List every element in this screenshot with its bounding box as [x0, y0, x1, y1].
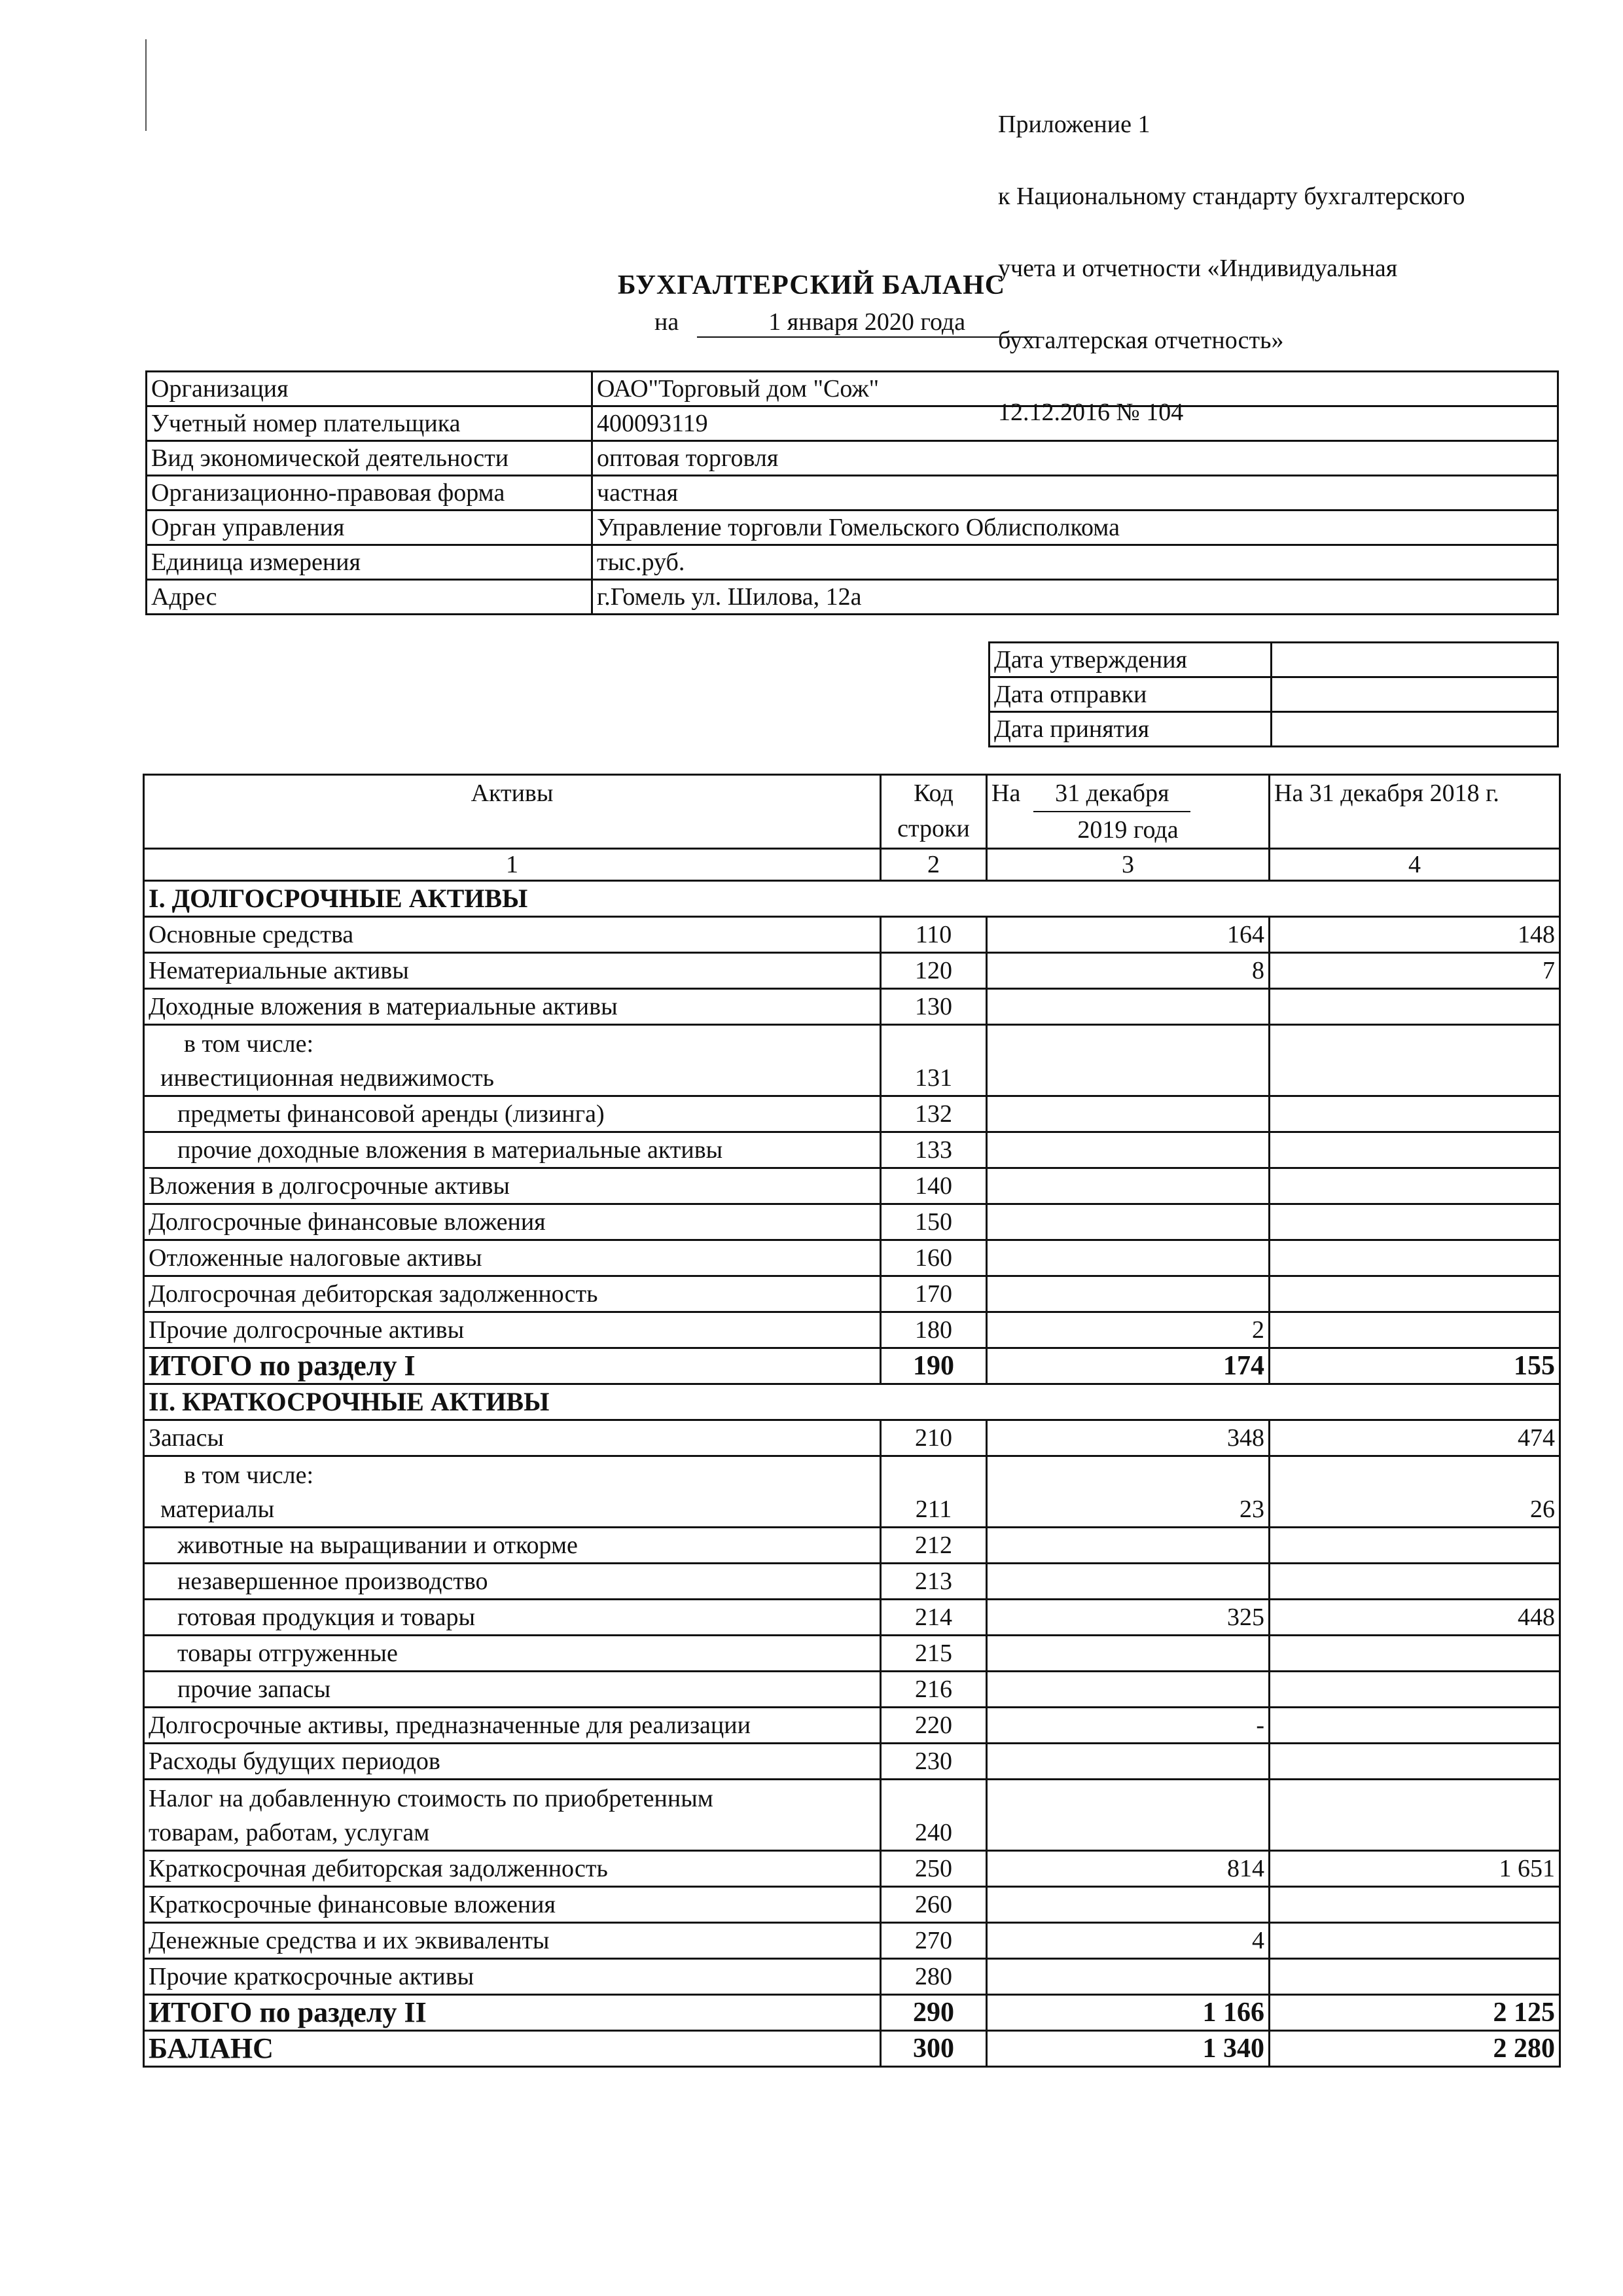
row-value-2018 [1270, 1096, 1560, 1132]
row-value-2018 [1270, 989, 1560, 1025]
org-row-label: Учетный номер плательщика [147, 406, 592, 441]
row-label: незавершенное производство [144, 1564, 881, 1600]
row-label: готовая продукция и товары [144, 1600, 881, 1636]
section-heading: I. ДОЛГОСРОЧНЫЕ АКТИВЫ [144, 881, 1560, 917]
org-row-value: тыс.руб. [592, 545, 1558, 580]
row-value-2018 [1270, 1708, 1560, 1744]
row-value-2018 [1270, 1204, 1560, 1240]
row-code: 130 [881, 989, 987, 1025]
row-code: 215 [881, 1636, 987, 1672]
row-label: ИТОГО по разделу I [144, 1348, 881, 1384]
row-value-2019 [987, 1528, 1270, 1564]
total-row [144, 1348, 1560, 1384]
org-row [147, 406, 1558, 441]
table-row [144, 1959, 1560, 1995]
row-label: Вложения в долгосрочные активы [144, 1168, 881, 1204]
row-label: Долгосрочные финансовые вложения [144, 1204, 881, 1240]
table-row [144, 917, 1560, 953]
row-value-2018 [1270, 1025, 1560, 1096]
row-code: 160 [881, 1240, 987, 1276]
table-row [144, 1240, 1560, 1276]
org-row-value: Управление торговли Гомельского Облисполкома [592, 511, 1558, 545]
header-code-line1: Код [914, 780, 954, 807]
row-value-2019: 1 166 [987, 1995, 1270, 2031]
row-value-2019 [987, 1672, 1270, 1708]
org-row-value: ОАО"Торговый дом "Сож" [592, 372, 1558, 406]
header-period-prefix: На [991, 780, 1021, 807]
header-code [881, 775, 987, 849]
org-row [147, 545, 1558, 580]
appendix-line: Приложение 1 [998, 111, 1150, 138]
column-number-row [144, 849, 1560, 881]
org-row-label: Организационно-правовая форма [147, 476, 592, 511]
row-code: 214 [881, 1600, 987, 1636]
table-row [144, 1708, 1560, 1744]
row-label: Прочие долгосрочные активы [144, 1312, 881, 1348]
org-row [147, 511, 1558, 545]
org-row [147, 372, 1558, 406]
scan-margin-mark [145, 39, 147, 131]
row-value-2018 [1270, 1780, 1560, 1851]
org-row-value: 400093119 [592, 406, 1558, 441]
row-value-2019: 2 [987, 1312, 1270, 1348]
row-value-2018: 448 [1270, 1600, 1560, 1636]
org-row-value: частная [592, 476, 1558, 511]
row-label: прочие доходные вложения в материальные активы [144, 1132, 881, 1168]
section-heading: II. КРАТКОСРОЧНЫЕ АКТИВЫ [144, 1384, 1560, 1420]
table-row [144, 953, 1560, 989]
row-value-2018: 7 [1270, 953, 1560, 989]
org-row-value: оптовая торговля [592, 441, 1558, 476]
row-label-main: инвестиционная недвижимость [160, 1064, 494, 1092]
row-value-2018: 1 651 [1270, 1851, 1560, 1887]
date-row [990, 677, 1558, 712]
row-label: предметы финансовой аренды (лизинга) [144, 1096, 881, 1132]
org-row-value: г.Гомель ул. Шилова, 12а [592, 580, 1558, 615]
row-value-2018 [1270, 1959, 1560, 1995]
date-row-value [1272, 712, 1558, 747]
row-label: Прочие краткосрочные активы [144, 1959, 881, 1995]
row-value-2018 [1270, 1132, 1560, 1168]
document-title: БУХГАЛТЕРСКИЙ БАЛАНС [617, 270, 1006, 300]
table-row [144, 1636, 1560, 1672]
date-row [990, 712, 1558, 747]
row-value-2018: 26 [1270, 1456, 1560, 1528]
report-date-prefix: на [654, 308, 679, 336]
org-row [147, 441, 1558, 476]
row-value-2018: 148 [1270, 917, 1560, 953]
date-row-label: Дата утверждения [990, 643, 1272, 677]
row-value-2019 [987, 1887, 1270, 1923]
row-value-2019: 1 340 [987, 2031, 1270, 2067]
row-value-2019 [987, 1025, 1270, 1096]
table-header-row [144, 775, 1560, 849]
appendix-line: бухгалтерская отчетность» [998, 327, 1284, 354]
row-code: 280 [881, 1959, 987, 1995]
dates-table [988, 641, 1559, 747]
table-row [144, 1025, 1560, 1096]
header-period-year: 2019 года [1077, 816, 1179, 844]
row-label: Долгосрочная дебиторская задолженность [144, 1276, 881, 1312]
table-row [144, 1851, 1560, 1887]
appendix-line: 12.12.2016 № 104 [998, 399, 1184, 426]
row-code: 230 [881, 1744, 987, 1780]
row-value-2018 [1270, 1564, 1560, 1600]
report-date: 1 января 2020 года [697, 308, 1037, 338]
row-value-2019: 164 [987, 917, 1270, 953]
row-code: 212 [881, 1528, 987, 1564]
row-label-main: товарам, работам, услугам [149, 1819, 430, 1846]
row-label-main: материалы [160, 1496, 275, 1523]
row-label: ИТОГО по разделу II [144, 1995, 881, 2031]
table-row [144, 1420, 1560, 1456]
table-row [144, 1456, 1560, 1528]
org-row-label: Адрес [147, 580, 592, 615]
appendix-line: к Национальному стандарту бухгалтерского [998, 183, 1465, 210]
date-row-label: Дата отправки [990, 677, 1272, 712]
column-number: 4 [1270, 849, 1560, 881]
section-heading-row [144, 1384, 1560, 1420]
row-label: Запасы [144, 1420, 881, 1456]
row-value-2019: 348 [987, 1420, 1270, 1456]
table-row [144, 1528, 1560, 1564]
row-value-2018 [1270, 1528, 1560, 1564]
row-code: 210 [881, 1420, 987, 1456]
table-row [144, 1132, 1560, 1168]
table-row [144, 1564, 1560, 1600]
row-value-2019: 174 [987, 1348, 1270, 1384]
row-value-2018: 155 [1270, 1348, 1560, 1384]
row-value-2018 [1270, 1276, 1560, 1312]
row-value-2019 [987, 1636, 1270, 1672]
row-value-2018 [1270, 1672, 1560, 1708]
row-code: 133 [881, 1132, 987, 1168]
row-value-2019 [987, 1132, 1270, 1168]
row-code: 240 [881, 1780, 987, 1851]
row-value-2018 [1270, 1636, 1560, 1672]
date-row-value [1272, 677, 1558, 712]
header-code-line2: строки [897, 815, 970, 842]
column-number: 2 [881, 849, 987, 881]
row-code: 300 [881, 2031, 987, 2067]
header-previous-period: На 31 декабря 2018 г. [1270, 775, 1560, 849]
header-period-date: 31 декабря [1033, 776, 1190, 812]
row-code: 220 [881, 1708, 987, 1744]
row-label [144, 1780, 881, 1851]
row-label-top: Налог на добавленную стоимость по приобретенным [149, 1785, 713, 1812]
row-value-2019: 4 [987, 1923, 1270, 1959]
org-row-label: Единица измерения [147, 545, 592, 580]
row-label [144, 1456, 881, 1528]
row-code: 120 [881, 953, 987, 989]
table-row [144, 1744, 1560, 1780]
assets-table [143, 774, 1561, 2068]
column-number: 3 [987, 849, 1270, 881]
row-value-2019 [987, 1744, 1270, 1780]
row-label: прочие запасы [144, 1672, 881, 1708]
row-code: 213 [881, 1564, 987, 1600]
row-code: 190 [881, 1348, 987, 1384]
row-code: 260 [881, 1887, 987, 1923]
row-value-2019 [987, 1276, 1270, 1312]
row-value-2019: 325 [987, 1600, 1270, 1636]
row-code: 250 [881, 1851, 987, 1887]
row-value-2019 [987, 1240, 1270, 1276]
table-row [144, 1887, 1560, 1923]
row-label: БАЛАНС [144, 2031, 881, 2067]
row-value-2018 [1270, 1312, 1560, 1348]
table-row [144, 989, 1560, 1025]
row-label: Долгосрочные активы, предназначенные для реализации [144, 1708, 881, 1744]
row-code: 290 [881, 1995, 987, 2031]
table-row [144, 1276, 1560, 1312]
row-label-top: в том числе: [184, 1462, 314, 1489]
org-row [147, 476, 1558, 511]
row-label: Отложенные налоговые активы [144, 1240, 881, 1276]
org-row [147, 580, 1558, 615]
table-row [144, 1312, 1560, 1348]
row-value-2018 [1270, 1168, 1560, 1204]
row-value-2019 [987, 1564, 1270, 1600]
row-code: 180 [881, 1312, 987, 1348]
table-row [144, 1672, 1560, 1708]
row-code: 211 [881, 1456, 987, 1528]
row-label-top: в том числе: [184, 1030, 314, 1058]
date-row-value [1272, 643, 1558, 677]
row-code: 150 [881, 1204, 987, 1240]
total-row [144, 1995, 1560, 2031]
organization-info-table [145, 370, 1559, 615]
row-value-2018: 2 280 [1270, 2031, 1560, 2067]
header-assets: Активы [144, 775, 881, 849]
row-value-2019 [987, 1780, 1270, 1851]
row-label: Нематериальные активы [144, 953, 881, 989]
row-code: 216 [881, 1672, 987, 1708]
row-value-2019: 23 [987, 1456, 1270, 1528]
balance-total-row [144, 2031, 1560, 2067]
org-row-label: Вид экономической деятельности [147, 441, 592, 476]
org-row-label: Организация [147, 372, 592, 406]
row-label [144, 1025, 881, 1096]
row-value-2018 [1270, 1923, 1560, 1959]
row-value-2018: 2 125 [1270, 1995, 1560, 2031]
table-row [144, 1096, 1560, 1132]
row-value-2019 [987, 1204, 1270, 1240]
row-value-2019: 814 [987, 1851, 1270, 1887]
row-label: Краткосрочные финансовые вложения [144, 1887, 881, 1923]
table-row [144, 1204, 1560, 1240]
table-row [144, 1168, 1560, 1204]
row-value-2018: 474 [1270, 1420, 1560, 1456]
row-code: 110 [881, 917, 987, 953]
row-code: 140 [881, 1168, 987, 1204]
row-label: Доходные вложения в материальные активы [144, 989, 881, 1025]
row-value-2018 [1270, 1744, 1560, 1780]
date-row [990, 643, 1558, 677]
org-row-label: Орган управления [147, 511, 592, 545]
row-label: Основные средства [144, 917, 881, 953]
row-value-2018 [1270, 1240, 1560, 1276]
row-label: Расходы будущих периодов [144, 1744, 881, 1780]
column-number: 1 [144, 849, 881, 881]
row-label: Краткосрочная дебиторская задолженность [144, 1851, 881, 1887]
row-code: 170 [881, 1276, 987, 1312]
row-label: Денежные средства и их эквиваленты [144, 1923, 881, 1959]
row-value-2019: - [987, 1708, 1270, 1744]
row-code: 131 [881, 1025, 987, 1096]
row-label: товары отгруженные [144, 1636, 881, 1672]
table-row [144, 1600, 1560, 1636]
row-value-2019 [987, 1168, 1270, 1204]
row-value-2019: 8 [987, 953, 1270, 989]
row-label: животные на выращивании и откорме [144, 1528, 881, 1564]
row-value-2019 [987, 1959, 1270, 1995]
date-row-label: Дата принятия [990, 712, 1272, 747]
table-row [144, 1923, 1560, 1959]
report-date-line [654, 308, 1037, 338]
row-value-2019 [987, 989, 1270, 1025]
appendix-line: учета и отчетности «Индивидуальная [998, 255, 1398, 282]
row-value-2019 [987, 1096, 1270, 1132]
header-current-period [987, 775, 1270, 849]
table-row [144, 1780, 1560, 1851]
row-code: 270 [881, 1923, 987, 1959]
row-value-2018 [1270, 1887, 1560, 1923]
row-code: 132 [881, 1096, 987, 1132]
section-heading-row [144, 881, 1560, 917]
